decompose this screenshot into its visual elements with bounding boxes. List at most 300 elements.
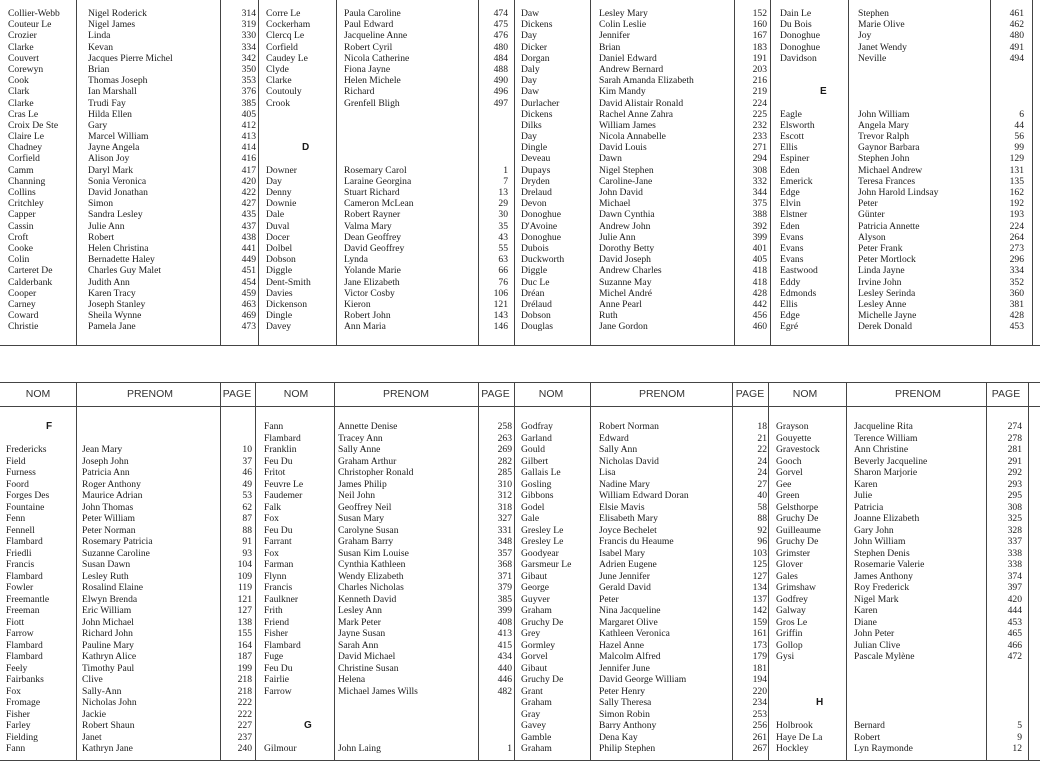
surname: Corewyn — [8, 63, 44, 75]
entry-row — [521, 536, 767, 548]
page-number: 5 — [1017, 720, 1022, 731]
given-names: Edward — [599, 432, 629, 444]
surname: Dryden — [521, 175, 550, 187]
given-names: Robert — [854, 731, 881, 743]
surname: Gravestock — [776, 444, 820, 455]
surname: Dain Le — [780, 8, 812, 19]
entry-row — [521, 153, 767, 164]
entry-row — [264, 433, 512, 445]
entry-row — [8, 41, 256, 53]
page-number: 401 — [752, 242, 767, 254]
given-names: Timothy Paul — [82, 662, 135, 674]
page-number: 332 — [752, 175, 767, 187]
page-number: 469 — [241, 310, 256, 322]
entry-row — [6, 640, 251, 652]
given-names: Paul Edward — [344, 19, 394, 31]
surname: Drelaud — [521, 187, 552, 198]
given-names: Kathryn Jane — [82, 743, 133, 754]
entry-row — [521, 651, 767, 663]
entry-row — [521, 165, 767, 176]
page-number: 453 — [1007, 616, 1022, 628]
entry-row — [266, 98, 512, 109]
surname: Eden — [780, 220, 800, 232]
surname: Grey — [521, 628, 541, 639]
page-number: 385 — [241, 97, 256, 109]
surname: Corfield — [266, 41, 298, 53]
surname: Fisher — [264, 628, 288, 639]
col-divider — [220, 0, 221, 346]
surname: Griffin — [776, 628, 803, 639]
given-names: Bernadette Haley — [88, 254, 155, 266]
surname: Day — [521, 131, 537, 143]
surname: Deveau — [521, 153, 551, 165]
given-names: Gerald David — [599, 582, 651, 593]
surname: Feu Du — [264, 662, 293, 674]
entry-row — [521, 444, 767, 456]
entry-row — [266, 310, 512, 321]
given-names: Paula Caroline — [344, 8, 401, 19]
page-number: 127 — [752, 570, 767, 582]
surname: Gilbert — [521, 455, 549, 467]
given-names: Suzanne Caroline — [82, 547, 150, 559]
entry-row — [264, 525, 512, 537]
entry-row — [8, 276, 256, 288]
surname: Eastwood — [780, 265, 818, 277]
page-number: 76 — [498, 276, 508, 288]
given-names: Christine Susan — [338, 662, 399, 674]
page-number: 44 — [1014, 119, 1024, 131]
surname: Dale — [266, 209, 285, 221]
surname: Davey — [266, 321, 292, 333]
entry-row — [266, 8, 512, 19]
surname: Crozier — [8, 30, 37, 42]
surname: Ellis — [780, 142, 798, 154]
entry-row — [266, 86, 512, 97]
page-number: 66 — [498, 265, 508, 277]
surname: Edge — [780, 310, 800, 322]
page-number: 58 — [757, 501, 767, 513]
given-names: Jean Mary — [82, 444, 123, 455]
surname: Duckworth — [521, 254, 565, 266]
entry-row — [521, 232, 767, 243]
given-names: Valma Mary — [344, 220, 392, 232]
given-names: Lesley Anne — [858, 298, 907, 310]
surname: Croft — [8, 231, 29, 243]
entry-row — [264, 628, 512, 640]
given-names: Karen — [854, 478, 878, 490]
surname: Gallais Le — [521, 467, 561, 478]
given-names: Trevor Ralph — [858, 131, 910, 143]
given-names: Helen Michele — [344, 75, 401, 87]
surname: Fowler — [6, 582, 34, 593]
entry-row — [780, 176, 1024, 187]
col-divider — [258, 0, 259, 346]
entry-row — [6, 479, 251, 491]
given-names: Janet Wendy — [858, 41, 907, 53]
surname: Galway — [776, 605, 806, 616]
entry-row — [521, 254, 767, 265]
given-names: Rachel Anne Zahra — [599, 108, 674, 120]
page-number: 461 — [1009, 8, 1024, 19]
entry-row — [6, 582, 251, 594]
given-names: Roger Anthony — [82, 478, 141, 490]
page-number: 35 — [498, 220, 508, 232]
section-letter: E — [820, 86, 827, 98]
given-names: David Geoffrey — [344, 242, 405, 254]
header-bottom-rule — [0, 406, 1040, 407]
page-number: 143 — [493, 310, 508, 322]
surname: Collier-Webb — [8, 8, 60, 19]
given-names: Thomas Joseph — [88, 75, 148, 87]
surname: Cook — [8, 75, 29, 87]
entry-row — [780, 8, 1024, 19]
surname: D'Avoine — [521, 220, 558, 232]
given-names: Peter Norman — [82, 524, 136, 536]
page-number: 181 — [752, 662, 767, 674]
surname: Christie — [8, 321, 39, 333]
entry-row — [780, 198, 1024, 209]
entry-row — [521, 433, 767, 445]
surname: Fox — [264, 513, 279, 524]
surname: Downer — [266, 164, 297, 176]
given-names: Nicola Catherine — [344, 52, 410, 64]
page-number: 18 — [757, 421, 767, 432]
entry-row — [264, 720, 512, 732]
given-names: Rosemarie Valerie — [854, 559, 925, 570]
given-names: Peter — [858, 198, 878, 210]
page-number: 224 — [1009, 220, 1024, 232]
entry-row — [780, 232, 1024, 243]
page-number: 388 — [752, 209, 767, 221]
entry-row — [264, 421, 512, 433]
given-names: Sonia Veronica — [88, 175, 147, 187]
entry-row — [521, 571, 767, 583]
page-number: 220 — [752, 685, 767, 697]
given-names: Patricia Ann — [82, 467, 130, 478]
entry-row — [264, 709, 512, 721]
entry-row — [6, 559, 251, 571]
page-number: 325 — [1007, 513, 1022, 524]
page-number: 256 — [752, 720, 767, 731]
page-number: 416 — [241, 153, 256, 165]
page-number: 109 — [237, 570, 252, 582]
surname: Docer — [266, 231, 290, 243]
given-names: John Michael — [82, 616, 134, 628]
given-names: Annette Denise — [338, 421, 398, 432]
header-prenom: PRENOM — [894, 388, 942, 400]
given-names: Susan Mary — [338, 513, 385, 524]
entry-row — [8, 242, 256, 254]
surname: Cassin — [8, 220, 34, 232]
entry-row — [521, 720, 767, 732]
entry-row — [521, 299, 767, 310]
page-number: 459 — [241, 287, 256, 299]
given-names: Adrien Eugene — [599, 559, 657, 570]
given-names: Peter Mortlock — [858, 254, 916, 266]
given-names: Robert John — [344, 310, 391, 322]
page-number: 405 — [241, 108, 256, 120]
entry-row — [521, 30, 767, 41]
page-number: 392 — [752, 220, 767, 232]
entry-row — [780, 142, 1024, 153]
page-number: 138 — [237, 616, 252, 628]
surname: Gorvel — [776, 467, 803, 478]
page-number: 137 — [752, 593, 767, 605]
entry-row — [6, 421, 251, 433]
surname: Fairbanks — [6, 674, 44, 685]
entry-row — [6, 651, 251, 663]
given-names: Yolande Marie — [344, 265, 401, 277]
surname: Fielding — [6, 731, 38, 743]
page-number: 438 — [241, 231, 256, 243]
entry-row — [266, 120, 512, 131]
surname: Gibbons — [521, 490, 554, 501]
entry-row — [521, 525, 767, 537]
page-number: 350 — [241, 63, 256, 75]
surname: Feuvre Le — [264, 478, 304, 490]
entry-row — [6, 513, 251, 525]
surname: Donoghue — [521, 231, 561, 243]
page-number: 146 — [493, 321, 508, 333]
page-number: 152 — [752, 8, 767, 19]
entry-row — [521, 187, 767, 198]
given-names: Nicholas John — [82, 697, 137, 708]
header-prenom: PRENOM — [382, 388, 430, 400]
entry-row — [780, 64, 1024, 75]
top-column-3 — [521, 8, 767, 332]
entry-row — [266, 30, 512, 41]
given-names: Pauline Mary — [82, 639, 134, 651]
entry-row — [521, 198, 767, 209]
page-number: 420 — [241, 175, 256, 187]
given-names: Linda — [88, 30, 111, 42]
surname: Donoghue — [780, 30, 820, 42]
entry-row — [8, 52, 256, 64]
surname: Gray — [521, 708, 541, 720]
entry-row — [266, 142, 512, 153]
entry-row — [780, 53, 1024, 64]
col-divider — [255, 382, 256, 761]
entry-row — [6, 720, 251, 732]
given-names: Jacques Pierre Michel — [88, 52, 173, 64]
col-divider — [732, 382, 733, 761]
page-number: 484 — [493, 52, 508, 64]
given-names: Colin Leslie — [599, 19, 647, 31]
entry-row — [6, 433, 251, 445]
entry-row — [6, 686, 251, 698]
col-divider — [514, 0, 515, 346]
col-divider — [846, 382, 847, 761]
entry-row — [8, 298, 256, 310]
page-number: 296 — [1009, 254, 1024, 266]
surname: Fisher — [6, 708, 30, 720]
page-number: 269 — [497, 444, 512, 455]
page-number: 379 — [497, 582, 512, 593]
page-number: 385 — [497, 593, 512, 605]
given-names: Sally Theresa — [599, 697, 652, 708]
page-number: 476 — [493, 30, 508, 42]
entry-row — [521, 265, 767, 276]
surname: Dobson — [266, 254, 296, 266]
given-names: Fiona Jayne — [344, 63, 391, 75]
entry-row — [264, 444, 512, 456]
entry-row — [6, 617, 251, 629]
entry-row — [521, 209, 767, 220]
entry-row — [780, 98, 1024, 109]
given-names: Richard — [344, 86, 375, 98]
surname: Grayson — [776, 421, 809, 432]
entry-row — [521, 321, 767, 332]
header-nom: NOM — [25, 388, 51, 400]
entry-row — [6, 456, 251, 468]
given-names: Kathryn Alice — [82, 651, 137, 662]
given-names: Dawn Cynthia — [599, 209, 655, 221]
surname: Garsmeur Le — [521, 559, 572, 570]
page-number: 12 — [1012, 743, 1022, 754]
page-number: 353 — [241, 75, 256, 87]
surname: Fennell — [6, 524, 35, 536]
page-number: 331 — [497, 524, 512, 536]
entry-row — [521, 502, 767, 514]
given-names: Patricia Annette — [858, 220, 920, 232]
page-number: 46 — [242, 467, 252, 478]
given-names: Lesley Ann — [338, 605, 382, 616]
given-names: Peter — [599, 593, 619, 605]
surname: Coutouly — [266, 86, 302, 98]
entry-row — [264, 651, 512, 663]
surname: Clercq Le — [266, 30, 305, 42]
surname: Gollop — [776, 639, 803, 651]
page-number: 414 — [241, 142, 256, 154]
entry-row — [266, 19, 512, 30]
given-names: Stephen Denis — [854, 547, 910, 559]
given-names: Terence William — [854, 432, 918, 444]
page-number: 334 — [1009, 265, 1024, 277]
page-number: 413 — [497, 628, 512, 639]
section-letter: H — [816, 697, 824, 708]
given-names: Andrew John — [599, 220, 651, 232]
page-number: 192 — [1009, 198, 1024, 210]
given-names: Hilda Ellen — [88, 108, 132, 120]
surname: Freeman — [6, 605, 40, 616]
page-number: 63 — [498, 254, 508, 266]
entry-row — [6, 743, 251, 755]
given-names: Lesley Serinda — [858, 287, 916, 299]
surname: Ellis — [780, 298, 798, 310]
given-names: Simon — [88, 198, 114, 210]
surname: Emerick — [780, 175, 813, 187]
entry-row — [266, 243, 512, 254]
surname: Frith — [264, 605, 283, 616]
surname: Cockerham — [266, 19, 311, 31]
page-number: 463 — [241, 298, 256, 310]
page-number: 435 — [241, 209, 256, 221]
given-names: Barry Anthony — [599, 720, 657, 731]
surname: Dicker — [521, 41, 548, 53]
entry-row — [8, 19, 256, 31]
entry-row — [266, 131, 512, 142]
page-number: 291 — [1007, 455, 1022, 467]
col-divider — [768, 382, 769, 761]
page-number: 428 — [752, 287, 767, 299]
surname: Faulkner — [264, 593, 299, 605]
page-number: 88 — [242, 524, 252, 536]
surname: Donoghue — [521, 209, 561, 221]
page-number: 462 — [1009, 19, 1024, 31]
given-names: David Michael — [338, 651, 396, 662]
entry-row — [521, 120, 767, 131]
col-divider — [770, 0, 771, 346]
given-names: Daniel Edward — [599, 52, 657, 64]
page-number: 91 — [242, 536, 252, 547]
surname: Donoghue — [780, 41, 820, 53]
page-number: 216 — [752, 75, 767, 87]
surname: Gale — [521, 513, 540, 524]
given-names: Gary John — [854, 524, 894, 536]
entry-row — [264, 571, 512, 583]
col-divider — [336, 0, 337, 346]
surname: Flynn — [264, 570, 287, 582]
surname: Duc Le — [521, 276, 550, 288]
given-names: Clive — [82, 674, 103, 685]
given-names: Karen Tracy — [88, 287, 136, 299]
given-names: Robert Rayner — [344, 209, 401, 221]
surname: Dickens — [521, 108, 553, 120]
page-number: 92 — [757, 524, 767, 536]
given-names: Michael James Wills — [338, 685, 418, 697]
surname: Dupays — [521, 164, 551, 176]
top-column-2 — [266, 8, 512, 332]
entry-row — [266, 277, 512, 288]
entry-row — [521, 697, 767, 709]
page-number: 295 — [1007, 490, 1022, 501]
given-names: Rosemary Patricia — [82, 536, 153, 547]
entry-row — [6, 663, 251, 675]
surname: Feu Du — [264, 524, 293, 536]
page-number: 348 — [497, 536, 512, 547]
surname: Fiott — [6, 616, 25, 628]
given-names: Grenfell Bligh — [344, 97, 400, 109]
page-number: 121 — [493, 298, 508, 310]
given-names: John William — [854, 536, 906, 547]
entry-row — [780, 321, 1024, 332]
surname: Clarke — [266, 75, 292, 87]
surname: Diggle — [266, 265, 293, 277]
surname: Green — [776, 490, 800, 501]
entry-row — [780, 288, 1024, 299]
surname: Freemantle — [6, 593, 50, 605]
given-names: Robert Cyril — [344, 41, 393, 53]
surname: Feu Du — [264, 455, 293, 467]
page-number: 497 — [493, 97, 508, 109]
page-number: 1 — [503, 164, 508, 176]
page-number: 491 — [1009, 41, 1024, 53]
page-number: 422 — [241, 187, 256, 198]
given-names: Victor Cosby — [344, 287, 395, 299]
surname: Dickenson — [266, 298, 308, 310]
given-names: Sandra Lesley — [88, 209, 143, 221]
header-top-rule — [0, 382, 1040, 383]
given-names: Joseph Stanley — [88, 298, 146, 310]
surname: Fuge — [264, 651, 284, 662]
given-names: Julie Ann — [88, 220, 125, 232]
page-number: 371 — [497, 570, 512, 582]
surname: Fann — [264, 421, 284, 432]
page-number: 412 — [241, 119, 256, 131]
surname: Dolbel — [266, 242, 293, 254]
entry-row — [521, 559, 767, 571]
given-names: Derek Donald — [858, 321, 913, 333]
